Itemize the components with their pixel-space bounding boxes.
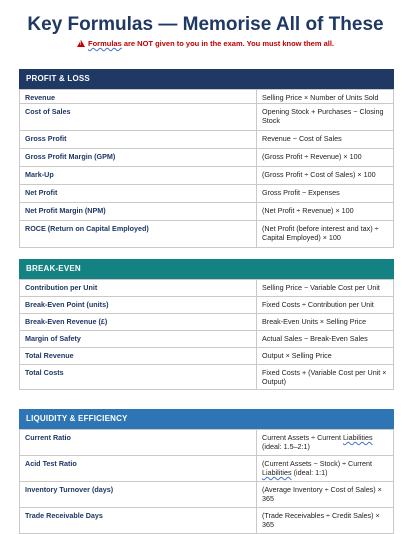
term-cell: Cost of Sales xyxy=(20,104,257,131)
formula-cell: Output × Selling Price xyxy=(257,348,394,365)
formula-table xyxy=(19,279,394,390)
formula-part: (ideal: 1:1) xyxy=(291,468,328,477)
formula-part: Liabilities xyxy=(343,433,373,442)
table-row xyxy=(20,149,394,167)
term-cell: Gross Profit Margin (GPM) xyxy=(20,149,257,167)
table-row xyxy=(20,90,394,104)
term-cell: Margin of Safety xyxy=(20,331,257,348)
warning-text: are NOT given to you in the exam. You must know them all. xyxy=(121,39,335,48)
formula-cell: (Gross Profit ÷ Revenue) × 100 xyxy=(257,149,394,167)
table-row xyxy=(20,131,394,149)
page xyxy=(0,14,411,529)
table-row xyxy=(20,348,394,365)
table-row xyxy=(20,482,394,508)
term-cell: Net Profit xyxy=(20,185,257,203)
formula-cell: Gross Profit − Expenses xyxy=(257,185,394,203)
term-cell: Inventory Turnover (days) xyxy=(20,482,257,508)
formula-part: (Average Inventory ÷ Cost of Sales) × 365 xyxy=(262,485,382,503)
table-row xyxy=(20,185,394,203)
table-row xyxy=(20,167,394,185)
section-break-even xyxy=(19,259,394,390)
table-row xyxy=(20,297,394,314)
formula-cell: Actual Sales − Break-Even Sales xyxy=(257,331,394,348)
term-cell: Gross Profit xyxy=(20,131,257,149)
formula-cell: Break-Even Units × Selling Price xyxy=(257,314,394,331)
table-row xyxy=(20,280,394,297)
term-cell: Total Costs xyxy=(20,365,257,390)
term-cell: Net Profit Margin (NPM) xyxy=(20,203,257,221)
formula-cell: Fixed Costs + (Variable Cost per Unit × Output) xyxy=(257,365,394,390)
term-cell: Contribution per Unit xyxy=(20,280,257,297)
formula-cell: Selling Price × Number of Units Sold xyxy=(257,90,394,104)
warning-triangle-icon: ! xyxy=(77,40,85,47)
formula-cell: Selling Price − Variable Cost per Unit xyxy=(257,280,394,297)
term-cell: Revenue xyxy=(20,90,257,104)
term-cell: Trade Receivable Days xyxy=(20,508,257,534)
formula-cell xyxy=(257,456,394,482)
section-liquidity-efficiency xyxy=(19,409,394,534)
formula-cell: Fixed Costs ÷ Contribution per Unit xyxy=(257,297,394,314)
exam-warning xyxy=(0,39,411,49)
formula-part: Current Assets ÷ Current xyxy=(262,433,344,442)
page-title: Key Formulas — Memorise All of These xyxy=(27,14,384,35)
table-row xyxy=(20,331,394,348)
term-cell: Total Revenue xyxy=(20,348,257,365)
table-row xyxy=(20,203,394,221)
term-cell: ROCE (Return on Capital Employed) xyxy=(20,221,257,248)
formula-part: (ideal: 1.5–2:1) xyxy=(262,442,310,451)
formula-cell: Revenue − Cost of Sales xyxy=(257,131,394,149)
term-cell: Mark-Up xyxy=(20,167,257,185)
term-cell: Acid Test Ratio xyxy=(20,456,257,482)
formula-cell: (Net Profit (before interest and tax) ÷ Capital Employed) × 100 xyxy=(257,221,394,248)
table-row xyxy=(20,508,394,534)
formula-cell xyxy=(257,482,394,508)
warning-word: Formulas xyxy=(87,39,122,48)
formula-cell xyxy=(257,508,394,534)
formula-cell: (Gross Profit ÷ Cost of Sales) × 100 xyxy=(257,167,394,185)
formula-cell: (Net Profit ÷ Revenue) × 100 xyxy=(257,203,394,221)
formula-table xyxy=(19,429,394,534)
section-heading: LIQUIDITY & EFFICIENCY xyxy=(19,409,394,429)
formula-cell xyxy=(257,430,394,456)
formula-part: (Current Assets − Stock) ÷ Current xyxy=(262,459,372,468)
table-row xyxy=(20,456,394,482)
table-row xyxy=(20,430,394,456)
formula-part: (Trade Receivables ÷ Credit Sales) × 365 xyxy=(262,511,380,529)
section-heading: PROFIT & LOSS xyxy=(19,69,394,89)
table-row xyxy=(20,104,394,131)
table-row xyxy=(20,365,394,390)
term-cell: Break-Even Point (units) xyxy=(20,297,257,314)
formula-cell: Opening Stock + Purchases − Closing Stock xyxy=(257,104,394,131)
section-heading: BREAK-EVEN xyxy=(19,259,394,279)
formula-table xyxy=(19,89,394,248)
term-cell: Break-Even Revenue (£) xyxy=(20,314,257,331)
table-row xyxy=(20,221,394,248)
term-cell: Current Ratio xyxy=(20,430,257,456)
formula-part: Liabilities xyxy=(262,468,292,477)
section-profit-loss xyxy=(19,69,394,248)
table-row xyxy=(20,314,394,331)
